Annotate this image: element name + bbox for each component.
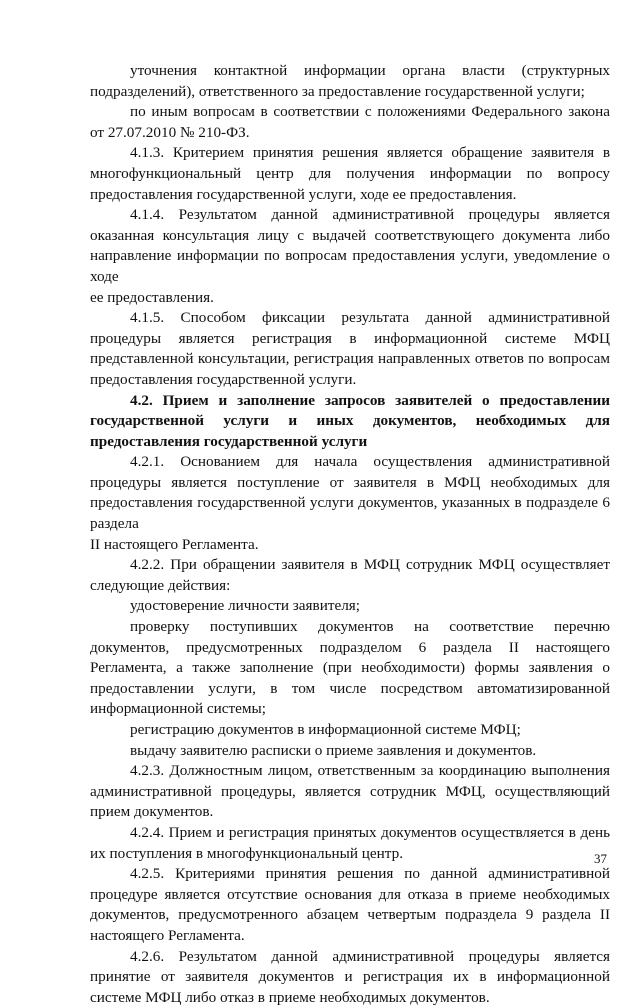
paragraph: 4.1.3. Критерием принятия решения является обращение заявителя в многофункциональный центр для получения информации по вопросу предоставления государственной услуги, ходе ее предоставления. [90,144,610,203]
paragraph: ее предоставления. [90,288,214,306]
list-item: регистрацию документов в информационной системе МФЦ; [130,721,521,738]
paragraph: 4.2.6. Результатом данной административной процедуры является принятие от заявителя документов и регистрация их в информационной системе МФЦ либо отказ в приеме необходимых документов. [90,947,610,1006]
list-item: выдачу заявителю расписки о приеме заявления и документов. [130,741,537,759]
document-body [90,61,610,1008]
list-item: удостоверение личности заявителя; [130,597,360,615]
list-item: проверку поступивших документов на соответствие перечню документов, предусмотренных подразделом 6 раздела II настоящего Регламента, а также заполнение (при необходимости) формы заявления о предоставлении услуги, в том числе посредством автоматизированной информационной системы; [90,618,610,718]
paragraph: II настоящего Регламента. [90,535,259,553]
paragraph: 4.2.5. Критериями принятия решения по данной административной процедуре является отсутствие основания для отказа в приеме необходимых документов, предусмотренного абзацем четвертым подраздела 9 раздела II настоящего Регламента. [90,865,610,944]
section-heading: 4.2. Прием и заполнение запросов заявителей о предоставлении государственной услуги и иных документов, необходимых для предоставления государственной услуги [90,391,610,450]
paragraph: 4.1.5. Способом фиксации результата данной административной процедуры является регистрация в информационной системе МФЦ представленной консультации, регистрация направленных ответов по вопросам предоставления государственной услуги. [90,309,610,388]
paragraph: 4.2.3. Должностным лицом, ответственным за координацию выполнения административной процедуры, является сотрудник МФЦ, осуществляющий прием документов. [90,762,610,821]
paragraph: уточнения контактной информации органа власти (структурных подразделений), ответственного за предоставление государственной услуги; [90,62,610,100]
page-number: 37 [594,851,607,866]
paragraph: 4.2.2. При обращении заявителя в МФЦ сотрудник МФЦ осуществляет следующие действия: [90,556,610,594]
paragraph: по иным вопросам в соответствии с положениями Федерального закона от 27.07.2010 № 210-ФЗ. [90,103,610,141]
paragraph: 4.2.1. Основанием для начала осуществления административной процедуры является поступление от заявителя в МФЦ необходимых для предоставления государственной услуги документов, указанных в подразделе 6 раздела [90,453,610,533]
paragraph: 4.2.4. Прием и регистрация принятых документов осуществляется в день их поступления в многофункциональный центр. [90,823,610,862]
paragraph: 4.1.4. Результатом данной административной процедуры является оказанная консультация лицу с выдачей соответствующего документа либо направление информации по вопросам предоставления услуги, уведомление о ходе [90,206,610,285]
